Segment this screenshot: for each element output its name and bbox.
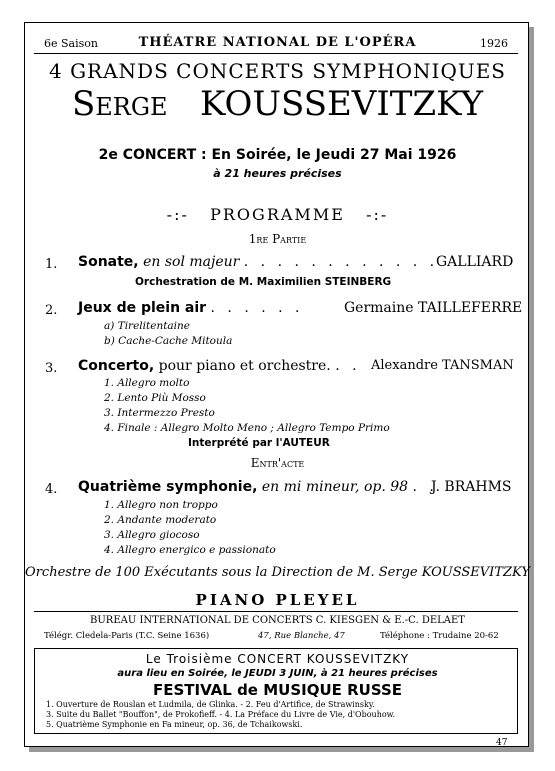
item-line: [78, 300, 303, 316]
leader-dots: . . . . . . . . . . . .: [243, 254, 439, 270]
work-key: en sol majeur: [143, 254, 240, 270]
festival-title: FESTIVAL de MUSIQUE RUSSE: [152, 681, 403, 699]
movement: b) Cache-Cache Mitoula: [104, 335, 233, 347]
item-number: 3.: [45, 361, 58, 376]
leader-dots: . . . . . .: [210, 300, 304, 316]
concert-date: 2e CONCERT : En Soirée, le Jeudi 27 Mai 1926: [98, 147, 457, 163]
item-line: [78, 479, 438, 495]
work-title: Quatrième symphonie,: [78, 479, 258, 495]
movement: 1. Allegro non troppo: [104, 499, 218, 511]
festival-item: 1. Ouverture de Rouslan et Ludmila, de Glinka. - 2. Feu d'Artifice, de Strawinsky.: [46, 700, 375, 709]
conductor-first-name: Serge: [71, 84, 168, 124]
next-concert-date: aura lieu en Soirée, le JEUDI 3 JUIN, à 21 heures précises: [117, 668, 438, 679]
item-line: [78, 358, 361, 374]
movement: 3. Intermezzo Presto: [104, 407, 215, 419]
conductor-name: [0, 84, 555, 124]
bureau-name: BUREAU INTERNATIONAL DE CONCERTS C. KIESGEN & E.-C. DELAET: [90, 615, 465, 626]
performer-note: Interprété par l'AUTEUR: [188, 437, 330, 449]
page-number: 47: [496, 738, 508, 748]
piano-sponsor: PIANO PLEYEL: [195, 591, 360, 609]
work-description: pour piano et orchestre.: [158, 358, 331, 374]
movement: 2. Andante moderato: [104, 514, 217, 526]
header-year: 1926: [480, 37, 508, 50]
item-number: 4.: [45, 482, 58, 497]
composer-name: Alexandre TANSMAN: [371, 358, 514, 373]
work-title: Jeux de plein air: [78, 300, 207, 316]
concert-time: à 21 heures précises: [213, 167, 342, 180]
theatre-name: THÉATRE NATIONAL DE L'OPÉRA: [138, 35, 417, 50]
entracte-heading: Entr'acte: [250, 456, 305, 470]
header-rule: [34, 53, 518, 54]
page-shadow-right: [529, 27, 534, 752]
composer-name: GALLIARD: [436, 254, 514, 270]
work-title: Concerto,: [78, 358, 155, 374]
bureau-rule: [34, 611, 518, 612]
next-concert-title: Le Troisième CONCERT KOUSSEVITZKY: [145, 652, 410, 666]
item-number: 2.: [45, 303, 58, 318]
item-number: 1.: [45, 257, 58, 272]
festival-item: 3. Suite du Ballet "Bouffon", de Prokofieff. - 4. La Préface du Livre de Vie, d'Obouhow.: [46, 710, 396, 719]
page-shadow-bottom: [29, 747, 534, 752]
programme-heading: -:- PROGRAMME -:-: [166, 205, 389, 224]
bureau-address: 47, Rue Blanche, 47: [258, 631, 345, 641]
composer-name: J. BRAHMS: [431, 479, 512, 495]
series-title: 4 GRANDS CONCERTS SYMPHONIQUES: [49, 59, 506, 83]
movement: a) Tirelitentaine: [104, 320, 191, 332]
orchestra-credit: Orchestre de 100 Exécutants sous la Direction de M. Serge KOUSSEVITZKY: [25, 565, 530, 580]
movement: 1. Allegro molto: [104, 377, 190, 389]
work-key: en mi mineur, op. 98: [261, 479, 409, 495]
orchestration-note: Orchestration de M. Maximilien STEINBERG: [135, 276, 392, 288]
movement: 4. Allegro energico e passionato: [104, 544, 276, 556]
leader-dots: . .: [412, 479, 438, 495]
festival-item: 5. Quatrième Symphonie en Fa mineur, op. 36, de Tchaikowski.: [46, 720, 303, 729]
movement: 3. Allegro giocoso: [104, 529, 200, 541]
movement: 2. Lento Più Mosso: [104, 392, 206, 404]
part-one-heading: 1re Partie: [248, 232, 307, 246]
leader-dots: . .: [335, 358, 361, 374]
item-line: [78, 254, 438, 270]
season-label: 6e Saison: [44, 37, 98, 50]
bureau-telegram: Télégr. Cledela-Paris (T.C. Seine 1636): [44, 631, 210, 641]
bureau-phone: Téléphone : Trudaine 20-62: [380, 631, 499, 641]
conductor-last-name: KOUSSEVITZKY: [199, 84, 484, 124]
work-title: Sonate,: [78, 254, 139, 270]
composer-name: Germaine TAILLEFERRE: [344, 300, 523, 316]
movement: 4. Finale : Allegro Molto Meno ; Allegro Tempo Primo: [104, 422, 390, 434]
